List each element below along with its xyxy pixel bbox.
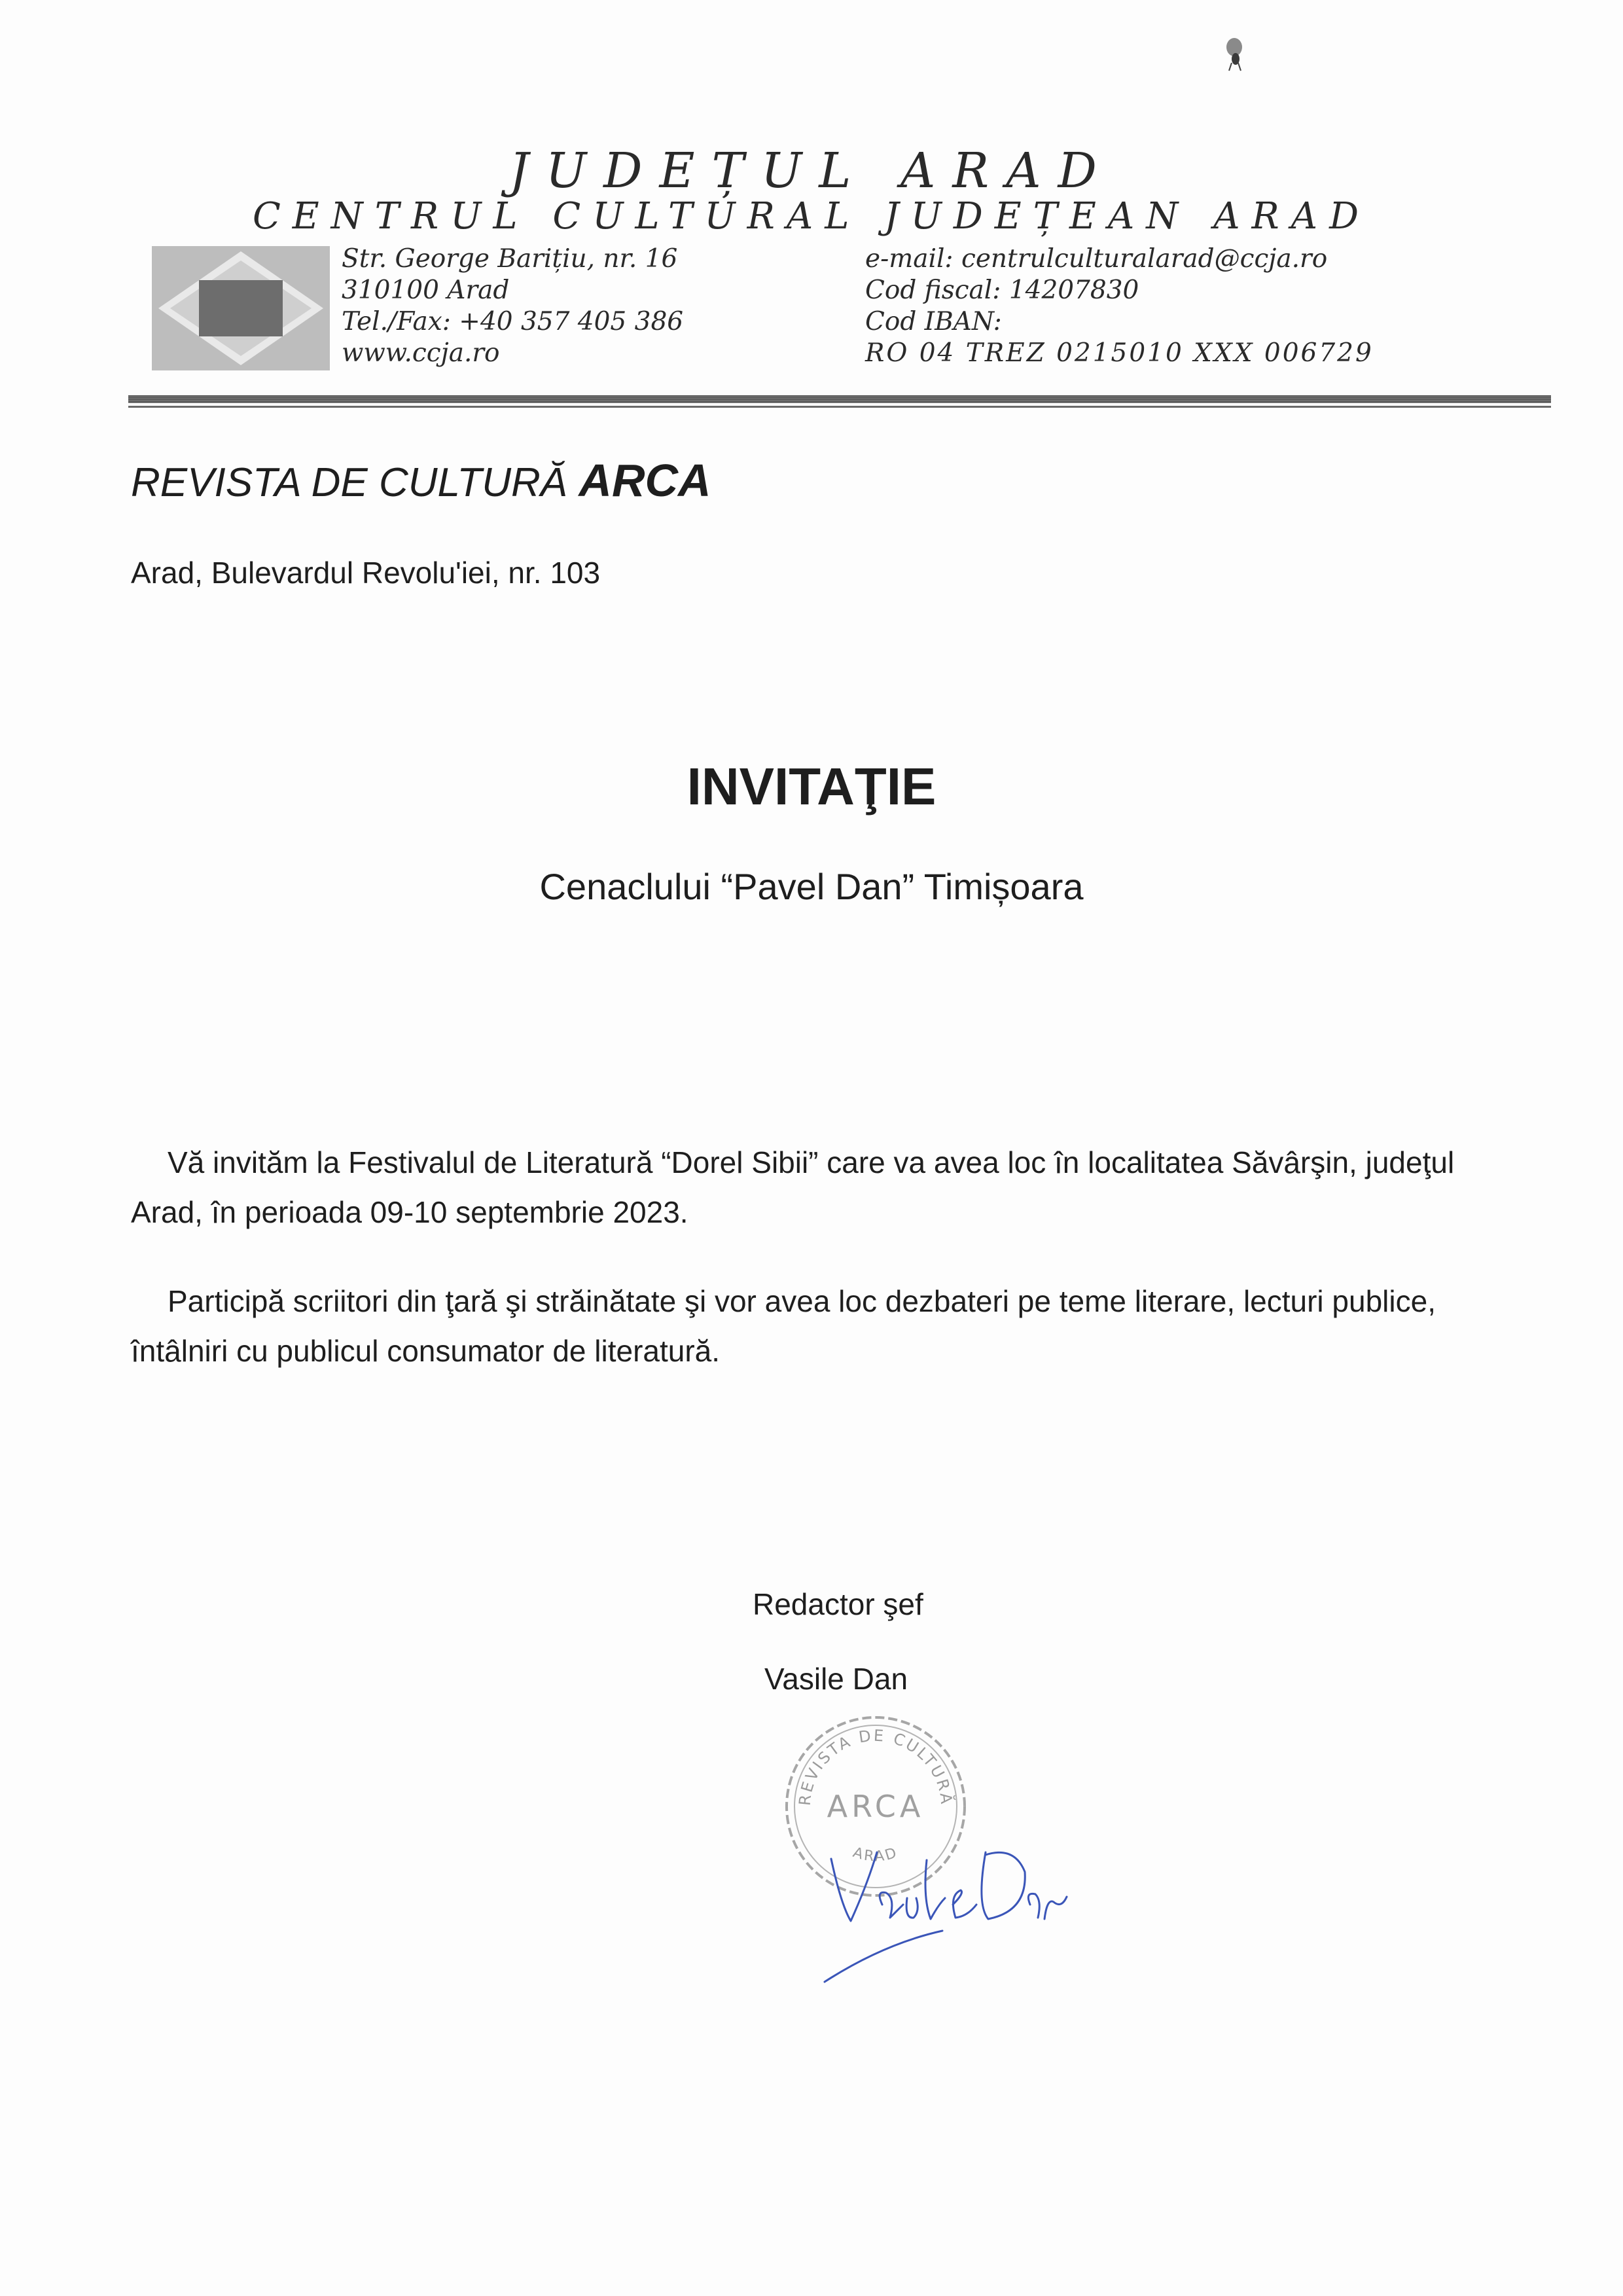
letterhead-website: www.ccja.ro [342,338,500,368]
stamp-bottom-text: ARAD [851,1844,901,1865]
ccja-logo-icon [152,246,330,370]
stamp-ring-text: REVISTA DE CULTURĂ [795,1726,956,1807]
magazine-prefix: REVISTA DE CULTURĂ [131,460,568,505]
letterhead-title: JUDEȚUL ARAD [509,143,1114,199]
letterhead-iban-label: Cod IBAN: [865,307,1002,336]
letterhead-street: Str. George Barițiu, nr. 16 [342,244,678,274]
letterhead-iban-value: RO 04 TREZ 0215010 XXX 006729 [865,338,1374,368]
magazine-heading [131,454,711,507]
letterhead-contact-left [342,243,683,369]
letterhead-divider [128,395,1551,403]
scan-speck-icon [1212,27,1258,73]
body-paragraph-1: Vă invităm la Festivalul de Literatură “Dorel Sibii” care va avea loc în localitatea Săvârşin, judeţul Arad, în perioada 09-10 septembrie 2023. [131,1145,1455,1229]
letterhead-divider-thin [128,406,1551,408]
letterhead-email: e-mail: centrulculturalarad@ccja.ro [865,244,1328,274]
signatory-role: Redactor şef [753,1587,923,1621]
letterhead-subtitle: CENTRUL CULTURAL JUDEȚEAN ARAD [252,195,1371,238]
letterhead-phone-fax: Tel./Fax: +40 357 405 386 [342,307,684,336]
letterhead-contact-right [865,243,1374,369]
sender-address: Arad, Bulevardul Revolu'iei, nr. 103 [131,556,601,590]
body-paragraph-2: Participă scriitori din ţară şi străinătate şi vor avea loc dezbateri pe teme literare, lecturi publice, întâlniri cu publicul consumator de literatură. [131,1284,1436,1368]
letterhead-fiscal-code: Cod fiscal: 14207830 [865,276,1139,305]
letterhead-postal-city: 310100 Arad [342,276,510,305]
document-title: INVITAŢIE [687,757,936,816]
handwritten-signature-icon [805,1806,1080,1996]
stamp-center-text: ARCA [827,1789,925,1824]
document-recipient: Cenaclului “Pavel Dan” Timișoara [539,866,1084,907]
signatory-name: Vasile Dan [764,1662,908,1696]
magazine-name: ARCA [579,455,711,506]
